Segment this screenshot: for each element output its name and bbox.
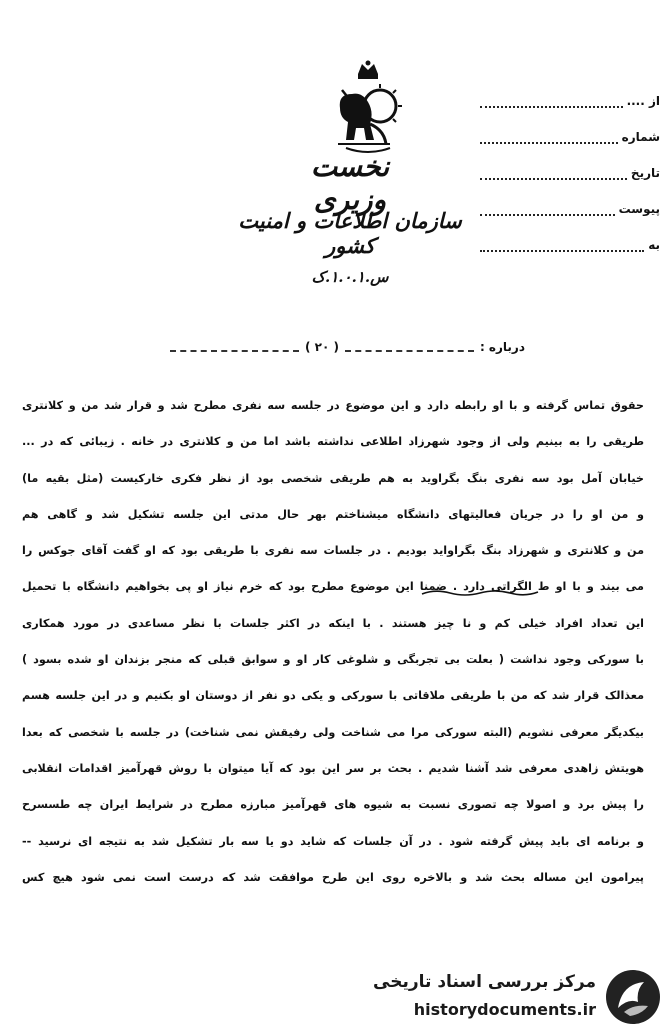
body-line: هویتش زاهدی معرفی شد آشنا شدیم . بحث بر سر این بود که آیا میتوان با روش قهرآمیز اقدامات انقلابی — [22, 761, 644, 775]
document-body — [22, 388, 644, 896]
body-line: این تعداد افراد خیلی کم و نا چیز هستند . با اینکه در اکثر جلسات با نظر مساعدی در مورد همکاری — [22, 616, 644, 630]
meta-row-to — [480, 228, 660, 252]
meta-dotted-line — [480, 96, 623, 108]
meta-row-attachment — [480, 192, 660, 216]
meta-dotted-line — [480, 132, 618, 144]
page-title: نخست وزیری — [310, 150, 390, 216]
meta-row-number — [480, 120, 660, 144]
letterhead-fields — [480, 84, 660, 264]
subject-line — [170, 340, 525, 354]
body-line: بیکدیگر معرفی نشویم (البته سورکی مرا می شناخت ولی رفیقش نمی شناخت) در جلسه با شخصی که بعدا — [22, 725, 644, 739]
body-line: را پیش برد و اصولا چه تصوری نسبت به شیوه های قهرآمیز مبارزه مطرح در شرایط ایران چه طسسرح — [22, 798, 644, 812]
body-line: می بیند و با او ط الگراتی دارد . ضمنا این موضوع مطرح بود که خرم نیاز او پی بخواهیم دانشگاه با تحمیل — [22, 580, 644, 594]
meta-label: تاریخ — [630, 166, 660, 180]
body-line: خیابان آمل بود سه نفری بنگ بگراوید به هم طریقی شخصی بود از نظر فکری خارکیست (مثل بقیه ما) — [22, 471, 644, 485]
watermark — [372, 966, 662, 1028]
document-center-logo-icon — [604, 968, 662, 1026]
handwritten-underline — [420, 588, 540, 598]
meta-label: به — [648, 238, 660, 252]
meta-dotted-line — [480, 240, 644, 252]
watermark-name: مرکز بررسی اسناد تاریخی — [373, 972, 596, 992]
body-line: پیرامون این مساله بحث شد و بالاخره روی این طرح موافقت شد که درست است نمی شود هیچ کس — [22, 870, 644, 884]
subject-dotted-line — [170, 342, 299, 352]
watermark-url: historydocuments.ir — [413, 1000, 596, 1019]
reference-code: س.۱.۰.۱.ک — [311, 268, 389, 286]
meta-dotted-line — [480, 168, 627, 180]
body-line: و برنامه ای باید پیش گرفته شود . در آن جلسات که شاید دو یا سه بار تشکیل شد به نتیجه ای نرسید -- — [22, 834, 644, 848]
body-line: معذالک قرار شد که من با طریقی ملاقاتی با سورکی و یکی دو نفر از دوستان او بکنیم و در این جلسه هسم — [22, 689, 644, 703]
meta-row-date — [480, 156, 660, 180]
meta-row-from — [480, 84, 660, 108]
body-line: طریقی را به بینیم ولی از وجود شهرزاد اطلاعی نداشته باشد اما من و کلانتری در خانه . زیبائی که در ... — [22, 435, 644, 449]
meta-label: پیوست — [618, 202, 660, 216]
body-line: حقوق تماس گرفته و با او رابطه دارد و این موضوع در جلسه سه نفری مطرح شد و قرار شد من و کلانتری — [22, 399, 644, 412]
body-line: و من او را در جریان فعالیتهای دانشگاه میشناختم بهر حال مدتی این جلسه تشکیل شد و گاهی هم — [22, 507, 644, 521]
meta-label: شماره — [621, 130, 660, 144]
organization-name: سازمان اطلاعات و امنیت کشور — [238, 208, 462, 258]
meta-dotted-line — [480, 204, 615, 216]
body-line: من و کلانتری و شهرزاد بنگ بگراواید بودیم . در جلسات سه نفری با طریقی بود که او گفت آقای جوکس را — [22, 544, 644, 558]
subject-number: ( ۲۰ ) — [304, 340, 339, 354]
lion-and-sun-emblem-icon — [328, 60, 408, 160]
subject-dotted-line — [345, 342, 474, 352]
body-line: با سورکی وجود نداشت ( بعلت بی تجربگی و شلوغی کار او و سوابق قبلی که منجر بزندان او شده بسود ) — [22, 653, 644, 667]
meta-label: از .... — [626, 94, 660, 108]
subject-label: درباره : — [479, 340, 525, 354]
